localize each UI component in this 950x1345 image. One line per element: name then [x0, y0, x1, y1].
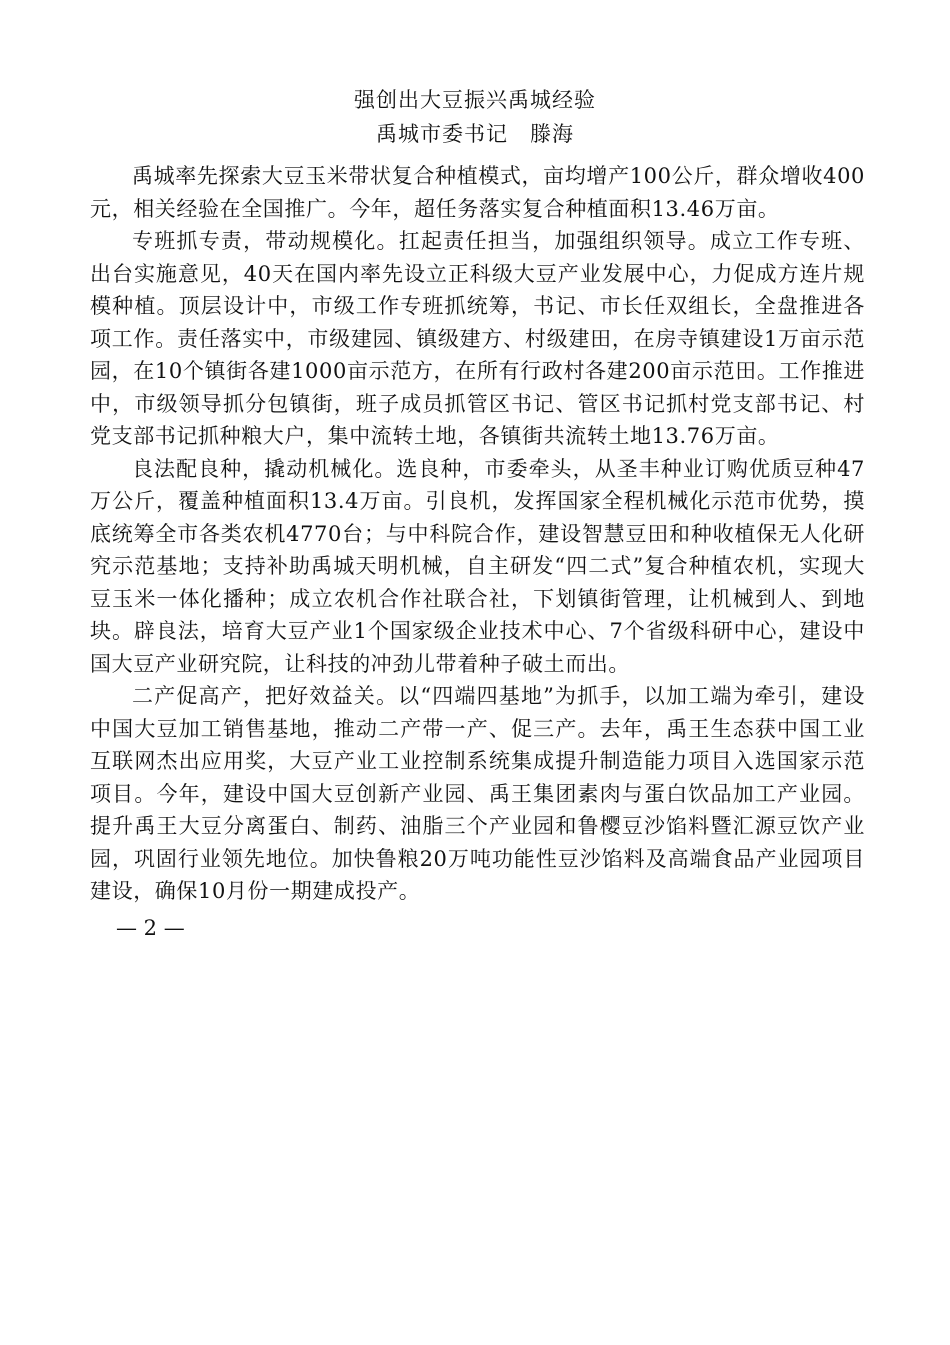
paragraph-intro: 禹城率先探索大豆玉米带状复合种植模式，亩均增产100公斤，群众增收400 元，相关经验在全国推广。今年，超任务落实复合种植面积13.46万亩。 [90, 164, 865, 221]
paragraph-industry: 二产促高产，把好效益关。以“四端四基地”为抓手，以加工端为牵引，建设中国大豆加工销售基地，推动二产带一产、促三产。去年，禹王生态获中国工业互联网杰出应用奖，大豆产业工业控制系统集成提升制造能力项目入选国家示范项目。今年，建设中国大豆创新产业园、禹王集团素肉与蛋白饮品加工产业园。提升禹王大豆分离蛋白、制药、油脂三个产业园和鲁樱豆沙馅料暨汇源豆饮产业园，巩固行业领先地位。加快鲁粮20万吨功能性豆沙馅料及高端食品产业园项目建设，确保10月份一期建成投产。 [90, 684, 865, 903]
paragraph-mechanization: 良法配良种，撬动机械化。选良种，市委牵头，从圣丰种业订购优质豆种47万公斤，覆盖种植面积13.4万亩。引良机，发挥国家全程机械化示范市优势，摸底统筹全市各类农机4770台；与中科院合作，建设智慧豆田和种收植保无人化研究示范基地；支持补助禹城天明机械，自主研发“四二式”复合种植农机，实现大豆玉米一体化播种；成立农机合作社联合社，下划镇街管理，让机械到人、到地块。辟良法，培育大豆产业1个国家级企业技术中心、7个省级科研中心，建设中国大豆产业研究院，让科技的冲劲儿带着种子破土而出。 [90, 456, 865, 676]
page-number: — 2 — [116, 916, 185, 940]
document-title: 强创出大豆振兴禹城经验 [354, 88, 596, 112]
document-body [90, 160, 865, 908]
paragraph-scale: 专班抓专责，带动规模化。扛起责任担当，加强组织领导。成立工作专班、出台实施意见，40天在国内率先设立正科级大豆产业发展中心，力促成方连片规模种植。顶层设计中，市级工作专班抓统筹，书记、市长任双组长，全盘推进各项工作。责任落实中，市级建园、镇级建方、村级建田，在房寺镇建设1万亩示范园，在10个镇街各建1000亩示范方，在所有行政村各建200亩示范田。工作推进中，市级领导抓分包镇街，班子成员抓管区书记、管区书记抓村党支部书记、村党支部书记抓种粮大户，集中流转土地，各镇街共流转土地13.76万亩。 [90, 229, 865, 448]
document-author: 禹城市委书记 滕海 [376, 122, 574, 146]
